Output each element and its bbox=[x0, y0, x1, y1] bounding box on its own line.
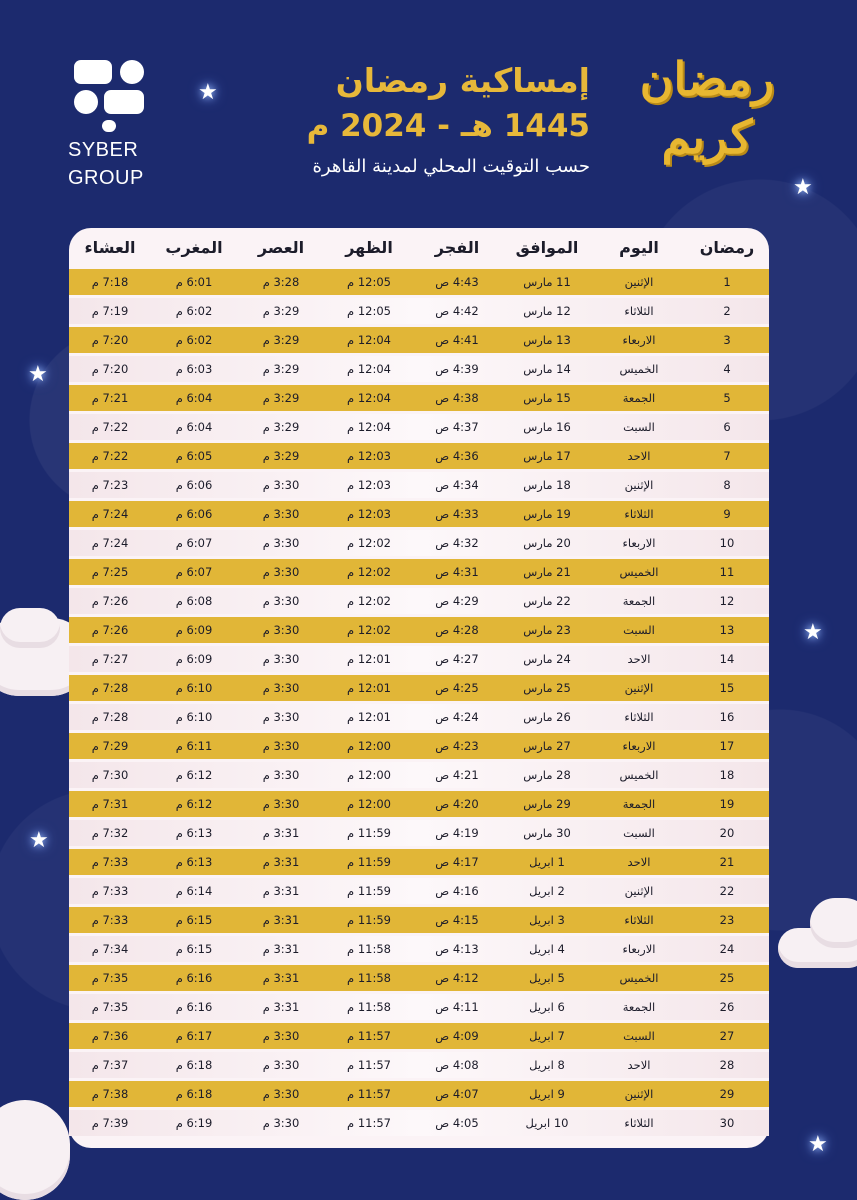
table-row bbox=[69, 1110, 769, 1136]
cell-dhuhr: 11:57 م bbox=[347, 1029, 391, 1043]
cell-isha: 7:26 م bbox=[91, 594, 129, 608]
cell-asr: 3:29 م bbox=[262, 304, 300, 318]
cell-dhuhr: 12:01 م bbox=[347, 681, 391, 695]
brand-logo bbox=[68, 58, 164, 188]
cell-day: الاحد bbox=[627, 1058, 651, 1072]
cell-date: 8 ابريل bbox=[529, 1058, 565, 1072]
cell-asr: 3:31 م bbox=[262, 826, 300, 840]
cell-day: الاحد bbox=[627, 855, 651, 869]
table-row bbox=[69, 385, 769, 411]
cell-asr: 3:28 م bbox=[262, 275, 300, 289]
cell-date: 3 ابريل bbox=[529, 913, 565, 927]
cell-day: السبت bbox=[623, 1029, 655, 1043]
table-row bbox=[69, 994, 769, 1020]
cell-maghrib: 6:16 م bbox=[175, 971, 213, 985]
cell-day: السبت bbox=[623, 420, 655, 434]
cell-dhuhr: 12:03 م bbox=[347, 507, 391, 521]
cell-day: الخميس bbox=[619, 565, 659, 579]
cell-asr: 3:30 م bbox=[262, 797, 300, 811]
cell-day: الجمعة bbox=[622, 391, 656, 405]
cell-fajr: 4:12 ص bbox=[435, 971, 479, 985]
table-row bbox=[69, 675, 769, 701]
cell-asr: 3:29 م bbox=[262, 333, 300, 347]
table-row bbox=[69, 646, 769, 672]
cell-dhuhr: 12:05 م bbox=[347, 304, 391, 318]
cell-date: 1 ابريل bbox=[529, 855, 565, 869]
cell-fajr: 4:25 ص bbox=[435, 681, 479, 695]
cell-isha: 7:38 م bbox=[91, 1087, 129, 1101]
cell-date: 19 مارس bbox=[523, 507, 571, 521]
cell-date: 30 مارس bbox=[523, 826, 571, 840]
cell-isha: 7:34 م bbox=[91, 942, 129, 956]
table-row bbox=[69, 559, 769, 585]
cell-maghrib: 6:07 م bbox=[175, 536, 213, 550]
cell-dhuhr: 11:59 م bbox=[347, 913, 391, 927]
cell-isha: 7:25 م bbox=[91, 565, 129, 579]
cell-asr: 3:30 م bbox=[262, 623, 300, 637]
cell-fajr: 4:32 ص bbox=[435, 536, 479, 550]
table-row bbox=[69, 443, 769, 469]
cell-isha: 7:23 م bbox=[91, 478, 129, 492]
table-row bbox=[69, 617, 769, 643]
cell-date: 13 مارس bbox=[523, 333, 571, 347]
cell-maghrib: 6:04 م bbox=[175, 420, 213, 434]
cell-isha: 7:21 م bbox=[91, 391, 129, 405]
table-row bbox=[69, 472, 769, 498]
cell-maghrib: 6:10 م bbox=[175, 681, 213, 695]
cell-num: 6 bbox=[723, 420, 731, 434]
table-row bbox=[69, 762, 769, 788]
cell-fajr: 4:05 ص bbox=[435, 1116, 479, 1130]
cell-isha: 7:39 م bbox=[91, 1116, 129, 1130]
cell-maghrib: 6:11 م bbox=[175, 739, 213, 753]
cell-fajr: 4:07 ص bbox=[435, 1087, 479, 1101]
cell-date: 21 مارس bbox=[523, 565, 571, 579]
cell-isha: 7:33 م bbox=[91, 913, 129, 927]
cell-fajr: 4:11 ص bbox=[435, 1000, 479, 1014]
cell-dhuhr: 11:59 م bbox=[347, 884, 391, 898]
cell-dhuhr: 12:00 م bbox=[347, 768, 391, 782]
cell-isha: 7:31 م bbox=[91, 797, 129, 811]
cell-asr: 3:30 م bbox=[262, 768, 300, 782]
cell-dhuhr: 11:59 م bbox=[347, 826, 391, 840]
table-row bbox=[69, 298, 769, 324]
badge-text: رمضان كريم bbox=[639, 52, 775, 164]
cell-num: 10 bbox=[719, 536, 735, 550]
table-row bbox=[69, 878, 769, 904]
cell-maghrib: 6:15 م bbox=[175, 913, 213, 927]
table-row bbox=[69, 530, 769, 556]
cell-num: 21 bbox=[719, 855, 735, 869]
cell-asr: 3:29 م bbox=[262, 420, 300, 434]
table-row bbox=[69, 1052, 769, 1078]
table-row bbox=[69, 936, 769, 962]
cell-asr: 3:30 م bbox=[262, 536, 300, 550]
cell-isha: 7:29 م bbox=[91, 739, 129, 753]
cell-date: 24 مارس bbox=[523, 652, 571, 666]
cell-isha: 7:22 م bbox=[91, 449, 129, 463]
cell-date: 28 مارس bbox=[523, 768, 571, 782]
cell-num: 7 bbox=[723, 449, 731, 463]
cell-isha: 7:24 م bbox=[91, 536, 129, 550]
cell-date: 5 ابريل bbox=[529, 971, 565, 985]
cell-isha: 7:33 م bbox=[91, 884, 129, 898]
column-header: العشاء bbox=[84, 237, 136, 257]
cell-day: الإثنين bbox=[624, 478, 654, 492]
cell-maghrib: 6:02 م bbox=[175, 333, 213, 347]
cell-day: الجمعة bbox=[622, 1000, 656, 1014]
cell-day: الخميس bbox=[619, 768, 659, 782]
cell-asr: 3:30 م bbox=[262, 739, 300, 753]
cell-date: 14 مارس bbox=[523, 362, 571, 376]
cell-fajr: 4:31 ص bbox=[435, 565, 479, 579]
cell-day: الثلاثاء bbox=[624, 1116, 654, 1130]
header bbox=[250, 60, 590, 180]
cell-asr: 3:30 م bbox=[262, 1029, 300, 1043]
cell-maghrib: 6:16 م bbox=[175, 1000, 213, 1014]
column-header: اليوم bbox=[619, 237, 659, 257]
cell-fajr: 4:38 ص bbox=[435, 391, 479, 405]
column-header: الفجر bbox=[434, 237, 480, 257]
cell-asr: 3:30 م bbox=[262, 652, 300, 666]
cell-dhuhr: 12:05 م bbox=[347, 275, 391, 289]
cell-dhuhr: 12:04 م bbox=[347, 362, 391, 376]
cell-maghrib: 6:09 م bbox=[175, 652, 213, 666]
cell-asr: 3:31 م bbox=[262, 942, 300, 956]
cell-day: الثلاثاء bbox=[624, 710, 654, 724]
cell-maghrib: 6:10 م bbox=[175, 710, 213, 724]
cell-isha: 7:18 م bbox=[91, 275, 129, 289]
cell-date: 25 مارس bbox=[523, 681, 571, 695]
cell-dhuhr: 12:03 م bbox=[347, 449, 391, 463]
cell-date: 17 مارس bbox=[523, 449, 571, 463]
cell-dhuhr: 11:58 م bbox=[347, 1000, 391, 1014]
cell-date: 12 مارس bbox=[523, 304, 571, 318]
cell-date: 9 ابريل bbox=[529, 1087, 565, 1101]
cell-dhuhr: 12:01 م bbox=[347, 652, 391, 666]
cell-asr: 3:31 م bbox=[262, 855, 300, 869]
star-icon: ★ bbox=[198, 80, 218, 105]
cell-num: 3 bbox=[723, 333, 731, 347]
table-row bbox=[69, 820, 769, 846]
cell-day: السبت bbox=[623, 623, 655, 637]
cell-fajr: 4:08 ص bbox=[435, 1058, 479, 1072]
cell-num: 25 bbox=[719, 971, 735, 985]
cell-day: الإثنين bbox=[624, 275, 654, 289]
star-icon: ★ bbox=[28, 362, 48, 387]
cell-fajr: 4:15 ص bbox=[435, 913, 479, 927]
cell-fajr: 4:34 ص bbox=[435, 478, 479, 492]
cell-maghrib: 6:13 م bbox=[175, 826, 213, 840]
cell-date: 15 مارس bbox=[523, 391, 571, 405]
cell-isha: 7:37 م bbox=[91, 1058, 129, 1072]
table-row bbox=[69, 907, 769, 933]
column-header: المغرب bbox=[165, 237, 223, 257]
cell-num: 23 bbox=[719, 913, 735, 927]
cell-asr: 3:30 م bbox=[262, 710, 300, 724]
cell-dhuhr: 12:04 م bbox=[347, 420, 391, 434]
cell-asr: 3:31 م bbox=[262, 1000, 300, 1014]
cell-maghrib: 6:13 م bbox=[175, 855, 213, 869]
cell-isha: 7:36 م bbox=[91, 1029, 129, 1043]
cell-date: 2 ابريل bbox=[529, 884, 565, 898]
cell-day: الاربعاء bbox=[622, 333, 656, 347]
cell-dhuhr: 12:00 م bbox=[347, 797, 391, 811]
cell-maghrib: 6:12 م bbox=[175, 768, 213, 782]
cloud-decoration bbox=[810, 898, 857, 948]
cell-num: 14 bbox=[719, 652, 735, 666]
cell-maghrib: 6:06 م bbox=[175, 478, 213, 492]
cell-dhuhr: 11:58 م bbox=[347, 971, 391, 985]
cell-fajr: 4:19 ص bbox=[435, 826, 479, 840]
cell-num: 24 bbox=[719, 942, 735, 956]
cell-date: 20 مارس bbox=[523, 536, 571, 550]
table-row bbox=[69, 791, 769, 817]
column-header: العصر bbox=[257, 237, 305, 257]
cell-num: 17 bbox=[719, 739, 735, 753]
cell-day: الجمعة bbox=[622, 797, 656, 811]
cell-asr: 3:31 م bbox=[262, 884, 300, 898]
cell-maghrib: 6:15 م bbox=[175, 942, 213, 956]
cell-day: الاربعاء bbox=[622, 942, 656, 956]
cell-dhuhr: 11:57 م bbox=[347, 1116, 391, 1130]
cell-fajr: 4:36 ص bbox=[435, 449, 479, 463]
table-row bbox=[69, 1023, 769, 1049]
cell-isha: 7:24 م bbox=[91, 507, 129, 521]
cell-asr: 3:30 م bbox=[262, 681, 300, 695]
table-body bbox=[69, 269, 769, 1139]
cell-asr: 3:29 م bbox=[262, 391, 300, 405]
cell-num: 30 bbox=[719, 1116, 735, 1130]
cell-asr: 3:30 م bbox=[262, 507, 300, 521]
cell-fajr: 4:37 ص bbox=[435, 420, 479, 434]
logo-mark bbox=[72, 58, 158, 132]
column-header: رمضان bbox=[699, 237, 755, 257]
cell-fajr: 4:21 ص bbox=[435, 768, 479, 782]
cell-dhuhr: 12:03 م bbox=[347, 478, 391, 492]
cell-asr: 3:31 م bbox=[262, 913, 300, 927]
table-header bbox=[69, 228, 769, 266]
cell-fajr: 4:43 ص bbox=[435, 275, 479, 289]
cell-day: الاحد bbox=[627, 449, 651, 463]
cell-maghrib: 6:03 م bbox=[175, 362, 213, 376]
cell-isha: 7:22 م bbox=[91, 420, 129, 434]
brand-name-line2: GROUP bbox=[68, 167, 144, 189]
cell-maghrib: 6:05 م bbox=[175, 449, 213, 463]
cell-isha: 7:27 م bbox=[91, 652, 129, 666]
table-row bbox=[69, 327, 769, 353]
cell-maghrib: 6:08 م bbox=[175, 594, 213, 608]
cell-num: 11 bbox=[719, 565, 735, 579]
table-row bbox=[69, 1081, 769, 1107]
cell-dhuhr: 12:02 م bbox=[347, 565, 391, 579]
column-header: الموافق bbox=[515, 237, 579, 257]
cell-fajr: 4:41 ص bbox=[435, 333, 479, 347]
cell-maghrib: 6:09 م bbox=[175, 623, 213, 637]
cell-fajr: 4:27 ص bbox=[435, 652, 479, 666]
cell-maghrib: 6:17 م bbox=[175, 1029, 213, 1043]
column-header: الظهر bbox=[345, 237, 393, 257]
page-subtitle: حسب التوقيت المحلي لمدينة القاهرة bbox=[312, 156, 590, 177]
cell-date: 16 مارس bbox=[523, 420, 571, 434]
cell-day: الإثنين bbox=[624, 1087, 654, 1101]
ramadan-kareem-calligraphy bbox=[612, 50, 802, 190]
cell-num: 13 bbox=[719, 623, 735, 637]
cell-dhuhr: 12:02 م bbox=[347, 623, 391, 637]
cell-isha: 7:28 م bbox=[91, 681, 129, 695]
star-icon: ★ bbox=[808, 1132, 828, 1157]
cell-num: 4 bbox=[723, 362, 731, 376]
cell-num: 18 bbox=[719, 768, 735, 782]
cell-asr: 3:30 م bbox=[262, 565, 300, 579]
cell-num: 15 bbox=[719, 681, 735, 695]
star-icon: ★ bbox=[803, 620, 823, 645]
cell-dhuhr: 12:04 م bbox=[347, 333, 391, 347]
table-row bbox=[69, 733, 769, 759]
cell-day: الاربعاء bbox=[622, 536, 656, 550]
table-row bbox=[69, 269, 769, 295]
cell-dhuhr: 11:57 م bbox=[347, 1087, 391, 1101]
cell-date: 10 ابريل bbox=[525, 1116, 569, 1130]
cell-day: الجمعة bbox=[622, 594, 656, 608]
cell-num: 1 bbox=[723, 275, 731, 289]
cell-date: 22 مارس bbox=[523, 594, 571, 608]
table-row bbox=[69, 849, 769, 875]
cell-day: الثلاثاء bbox=[624, 913, 654, 927]
cell-fajr: 4:29 ص bbox=[435, 594, 479, 608]
cell-day: الاحد bbox=[627, 652, 651, 666]
cell-isha: 7:26 م bbox=[91, 623, 129, 637]
cell-isha: 7:20 م bbox=[91, 333, 129, 347]
star-icon: ★ bbox=[29, 828, 49, 853]
cell-isha: 7:30 م bbox=[91, 768, 129, 782]
cell-maghrib: 6:12 م bbox=[175, 797, 213, 811]
cell-dhuhr: 12:04 م bbox=[347, 391, 391, 405]
year-label: 1445 هـ - 2024 م bbox=[306, 108, 590, 144]
cell-isha: 7:35 م bbox=[91, 1000, 129, 1014]
cell-day: الثلاثاء bbox=[624, 507, 654, 521]
cell-fajr: 4:33 ص bbox=[435, 507, 479, 521]
cell-day: الإثنين bbox=[624, 884, 654, 898]
cell-maghrib: 6:18 م bbox=[175, 1087, 213, 1101]
cell-date: 7 ابريل bbox=[529, 1029, 565, 1043]
cell-num: 26 bbox=[719, 1000, 735, 1014]
cell-asr: 3:30 م bbox=[262, 1116, 300, 1130]
cell-num: 29 bbox=[719, 1087, 735, 1101]
cell-isha: 7:28 م bbox=[91, 710, 129, 724]
cell-isha: 7:35 م bbox=[91, 971, 129, 985]
cell-maghrib: 6:07 م bbox=[175, 565, 213, 579]
cell-num: 9 bbox=[723, 507, 731, 521]
cell-fajr: 4:39 ص bbox=[435, 362, 479, 376]
cell-date: 11 مارس bbox=[523, 275, 571, 289]
cell-asr: 3:30 م bbox=[262, 478, 300, 492]
cell-asr: 3:29 م bbox=[262, 449, 300, 463]
cell-day: الإثنين bbox=[624, 681, 654, 695]
cell-num: 5 bbox=[723, 391, 731, 405]
cell-fajr: 4:13 ص bbox=[435, 942, 479, 956]
cell-asr: 3:29 م bbox=[262, 362, 300, 376]
table-row bbox=[69, 965, 769, 991]
cell-date: 27 مارس bbox=[523, 739, 571, 753]
cell-dhuhr: 12:02 م bbox=[347, 536, 391, 550]
cell-date: 26 مارس bbox=[523, 710, 571, 724]
schedule-table bbox=[69, 228, 769, 1148]
cell-maghrib: 6:01 م bbox=[175, 275, 213, 289]
cell-maghrib: 6:04 م bbox=[175, 391, 213, 405]
table-row bbox=[69, 356, 769, 382]
cell-dhuhr: 12:00 م bbox=[347, 739, 391, 753]
cell-day: الخميس bbox=[619, 971, 659, 985]
cell-maghrib: 6:06 م bbox=[175, 507, 213, 521]
cell-maghrib: 6:18 م bbox=[175, 1058, 213, 1072]
cell-dhuhr: 11:58 م bbox=[347, 942, 391, 956]
cell-dhuhr: 12:01 م bbox=[347, 710, 391, 724]
cell-isha: 7:32 م bbox=[91, 826, 129, 840]
cell-asr: 3:30 م bbox=[262, 1087, 300, 1101]
table-row bbox=[69, 414, 769, 440]
cell-maghrib: 6:14 م bbox=[175, 884, 213, 898]
cell-fajr: 4:20 ص bbox=[435, 797, 479, 811]
cell-day: السبت bbox=[623, 826, 655, 840]
page-title: إمساكية رمضان bbox=[335, 61, 590, 100]
cell-date: 18 مارس bbox=[523, 478, 571, 492]
cell-num: 22 bbox=[719, 884, 735, 898]
star-icon: ★ bbox=[793, 175, 813, 200]
cell-day: الاربعاء bbox=[622, 739, 656, 753]
table-row bbox=[69, 501, 769, 527]
cell-num: 28 bbox=[719, 1058, 735, 1072]
cell-date: 23 مارس bbox=[523, 623, 571, 637]
cell-day: الخميس bbox=[619, 362, 659, 376]
cell-maghrib: 6:19 م bbox=[175, 1116, 213, 1130]
cell-num: 20 bbox=[719, 826, 735, 840]
cell-dhuhr: 11:57 م bbox=[347, 1058, 391, 1072]
cell-fajr: 4:28 ص bbox=[435, 623, 479, 637]
cell-asr: 3:31 م bbox=[262, 971, 300, 985]
cell-maghrib: 6:02 م bbox=[175, 304, 213, 318]
cell-num: 19 bbox=[719, 797, 735, 811]
cell-date: 6 ابريل bbox=[529, 1000, 565, 1014]
cell-dhuhr: 11:59 م bbox=[347, 855, 391, 869]
cell-isha: 7:20 م bbox=[91, 362, 129, 376]
cell-fajr: 4:24 ص bbox=[435, 710, 479, 724]
cell-asr: 3:30 م bbox=[262, 594, 300, 608]
cell-fajr: 4:09 ص bbox=[435, 1029, 479, 1043]
cell-asr: 3:30 م bbox=[262, 1058, 300, 1072]
cell-fajr: 4:42 ص bbox=[435, 304, 479, 318]
cell-date: 29 مارس bbox=[523, 797, 571, 811]
table-row bbox=[69, 588, 769, 614]
cell-num: 16 bbox=[719, 710, 735, 724]
cell-num: 27 bbox=[719, 1029, 735, 1043]
cell-isha: 7:19 م bbox=[91, 304, 129, 318]
cell-num: 8 bbox=[723, 478, 731, 492]
cell-date: 4 ابريل bbox=[529, 942, 565, 956]
cell-isha: 7:33 م bbox=[91, 855, 129, 869]
brand-name-line1: SYBER bbox=[68, 139, 139, 161]
cell-fajr: 4:16 ص bbox=[435, 884, 479, 898]
cell-num: 2 bbox=[723, 304, 731, 318]
table-row bbox=[69, 704, 769, 730]
cell-fajr: 4:23 ص bbox=[435, 739, 479, 753]
cell-dhuhr: 12:02 م bbox=[347, 594, 391, 608]
cell-day: الثلاثاء bbox=[624, 304, 654, 318]
cell-num: 12 bbox=[719, 594, 735, 608]
cloud-decoration bbox=[0, 608, 60, 648]
cell-fajr: 4:17 ص bbox=[435, 855, 479, 869]
